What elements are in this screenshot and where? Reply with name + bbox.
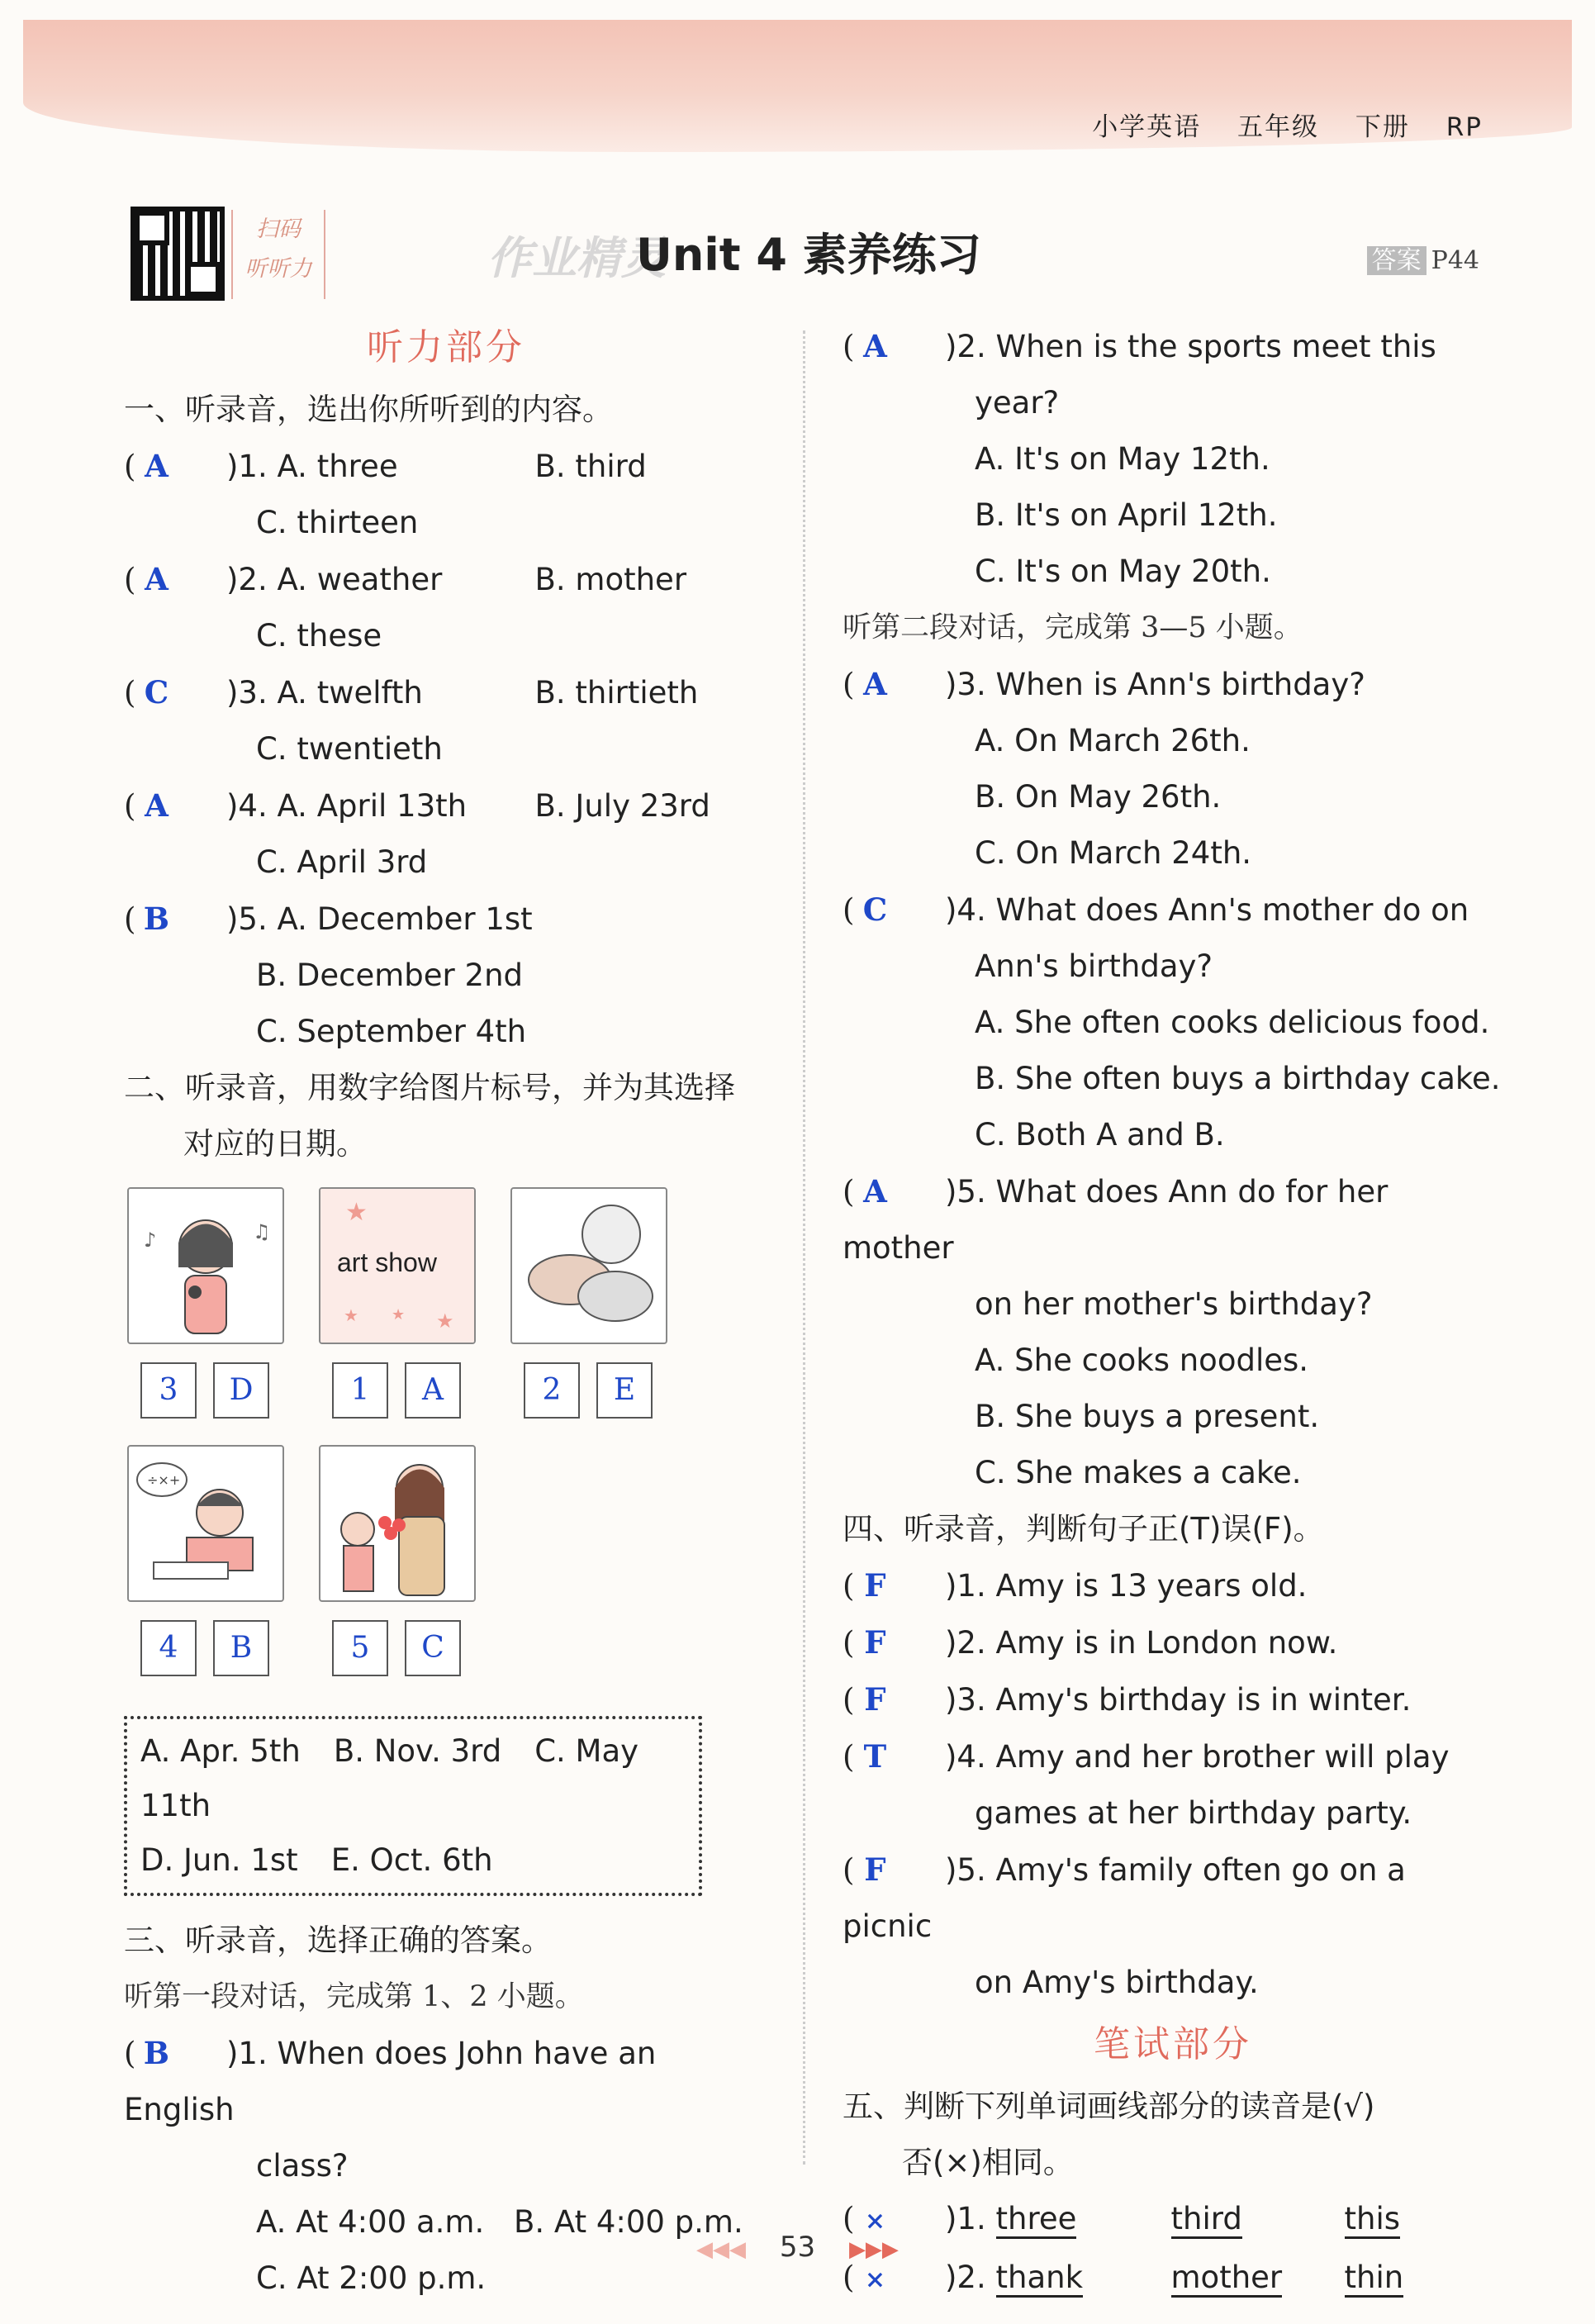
picture-1-number[interactable]: 3 [140,1362,197,1419]
part4-item-2: ( F )2. Amy is in London now. [843,1614,1503,1671]
page-title: Unit 4 素养练习 [636,229,981,281]
picture-grid [124,1187,768,1716]
part4-item-3: ( F )3. Amy's birthday is in winter. [843,1671,1503,1728]
picture-flowers-mother [319,1445,476,1602]
answer-reference [1367,240,1479,276]
listening-section-title: 听力部分 [367,326,525,368]
part3-question-3: ( A )3. When is Ann's birthday? A. On March 26th. B. On May 26th. C. On March 24th. [843,656,1503,882]
svg-text:★: ★ [392,1306,406,1324]
column-divider [803,330,805,2165]
part3-question-1: ( B )1. When does John have an English class? A. At 4:00 a.m. B. At 4:00 p.m. C. At 2:00 p.m. [124,2025,768,2307]
part5-heading-cont: 否(×)相同。 [902,2145,1074,2180]
answer: F [864,1681,886,1718]
picture-boy-maths [127,1445,284,1602]
svg-text:÷×+: ÷×+ [147,1472,181,1488]
page-number: 53 [779,2231,816,2264]
boy-doing-maths-icon [129,1447,282,1600]
part4-item-4: ( T )4. Amy and her brother will play games at her birthday party. [843,1728,1503,1842]
girl-singing-icon [129,1189,282,1343]
picture-5-date[interactable]: C [405,1620,461,1676]
right-column [843,318,1503,2308]
picture-2-number[interactable]: 1 [332,1362,388,1419]
picture-girl-singing [127,1187,284,1344]
part1-question-3: ( C )3. A. twelfth B. thirtieth C. twentieth [124,664,768,777]
part5-row-2: ( × )2. thank mother thin [843,2250,1503,2308]
answer: B [143,901,170,937]
picture-4-number[interactable]: 4 [140,1620,197,1676]
child-giving-flowers-icon [320,1447,474,1600]
answer: F [864,1624,886,1661]
book-info [1066,106,1483,143]
writing-section-title: 笔试部分 [1094,2023,1252,2065]
mooncake-icon [512,1189,666,1343]
svg-text:♪: ♪ [144,1229,157,1252]
part1-question-4: ( A )4. A. April 13th B. July 23rd C. April 3rd [124,777,768,891]
dialogue2-note: 听第二段对话，完成第 3—5 小题。 [843,611,1303,644]
part3-question-2: ( A )2. When is the sports meet this year? A. It's on May 12th. B. It's on April 12th. C. It's on May 20th. [843,318,1503,600]
answer-tag: 答案 [1367,246,1426,275]
part4-item-5: ( F )5. Amy's family often go on a picnic on Amy's birthday. [843,1842,1503,2011]
right-arrows-icon: ▶▶▶ [848,2237,899,2262]
art-show-poster-icon [320,1189,474,1343]
answer: A [863,1173,887,1210]
qr-code-icon[interactable] [131,207,225,301]
part2-heading-cont: 对应的日期。 [183,1126,367,1162]
svg-text:★: ★ [344,1305,358,1325]
left-column [124,314,768,2307]
answer: T [863,1738,887,1775]
part4-item-1: ( F )1. Amy is 13 years old. [843,1557,1503,1614]
part2-heading: 二、听录音，用数字给图片标号，并为其选择 [124,1070,735,1105]
answer: A [145,787,169,824]
edition: RP [1445,112,1483,142]
part3-question-5: ( A )5. What does Ann do for her mother on her mother's birthday? A. She cooks noodles. B. She buys a present. C. She makes a cake. [843,1163,1503,1501]
picture-3-date[interactable]: E [596,1362,653,1419]
answer: A [145,448,169,484]
answer: A [145,561,169,597]
watermark: 作业精灵 [487,232,666,284]
svg-text:★: ★ [436,1309,454,1333]
left-arrows-icon: ◀◀◀ [696,2237,747,2262]
part1-heading: 一、听录音，选出你所听到的内容。 [124,392,613,427]
part3-heading: 三、听录音，选择正确的答案。 [124,1922,552,1958]
part4-heading: 四、听录音，判断句子正(T)误(F)。 [843,1511,1324,1547]
part1-question-1: ( A )1. A. three B. third C. thirteen [124,438,768,551]
grade: 五年级 [1237,112,1320,142]
picture-mooncakes [510,1187,667,1344]
picture-3-number[interactable]: 2 [524,1362,580,1419]
part1-question-5: ( B )5. A. December 1st B. December 2nd C. September 4th [124,891,768,1060]
picture-1-date[interactable]: D [213,1362,269,1419]
answer: × [864,2265,885,2294]
picture-5-number[interactable]: 5 [332,1620,388,1676]
answer: A [863,666,887,702]
answer-page: P44 [1431,246,1479,275]
volume: 下册 [1355,112,1410,142]
subject: 小学英语 [1092,112,1202,142]
answer: × [864,2207,885,2236]
part5-heading: 五、判断下列单词画线部分的读音是(√) [843,2089,1375,2124]
answer: B [143,2035,170,2071]
art-show-text: art show [337,1248,437,1277]
scan-to-listen-label: 扫码 听听力 [231,210,325,299]
page-footer [0,2231,1595,2264]
svg-text:♫: ♫ [253,1220,271,1243]
answer: C [144,674,169,711]
picture-2-date[interactable]: A [405,1362,461,1419]
part5-row-1: ( × )1. three third this [843,2191,1503,2250]
svg-text:★: ★ [345,1198,368,1227]
date-options-box: A. Apr. 5th B. Nov. 3rd C. May 11th D. Jun. 1st E. Oct. 6th [124,1716,702,1896]
dialogue1-note: 听第一段对话，完成第 1、2 小题。 [124,1980,584,2013]
answer: F [864,1851,886,1888]
picture-art-show [319,1187,476,1344]
picture-4-date[interactable]: B [213,1620,269,1676]
part3-question-4: ( C )4. What does Ann's mother do on Ann's birthday? A. She often cooks delicious food. B. She often buys a birthday cake. C. Both A and B. [843,882,1503,1163]
answer: C [862,891,888,928]
answer: F [864,1567,886,1604]
answer: A [863,328,887,364]
part1-question-2: ( A )2. A. weather B. mother C. these [124,551,768,664]
